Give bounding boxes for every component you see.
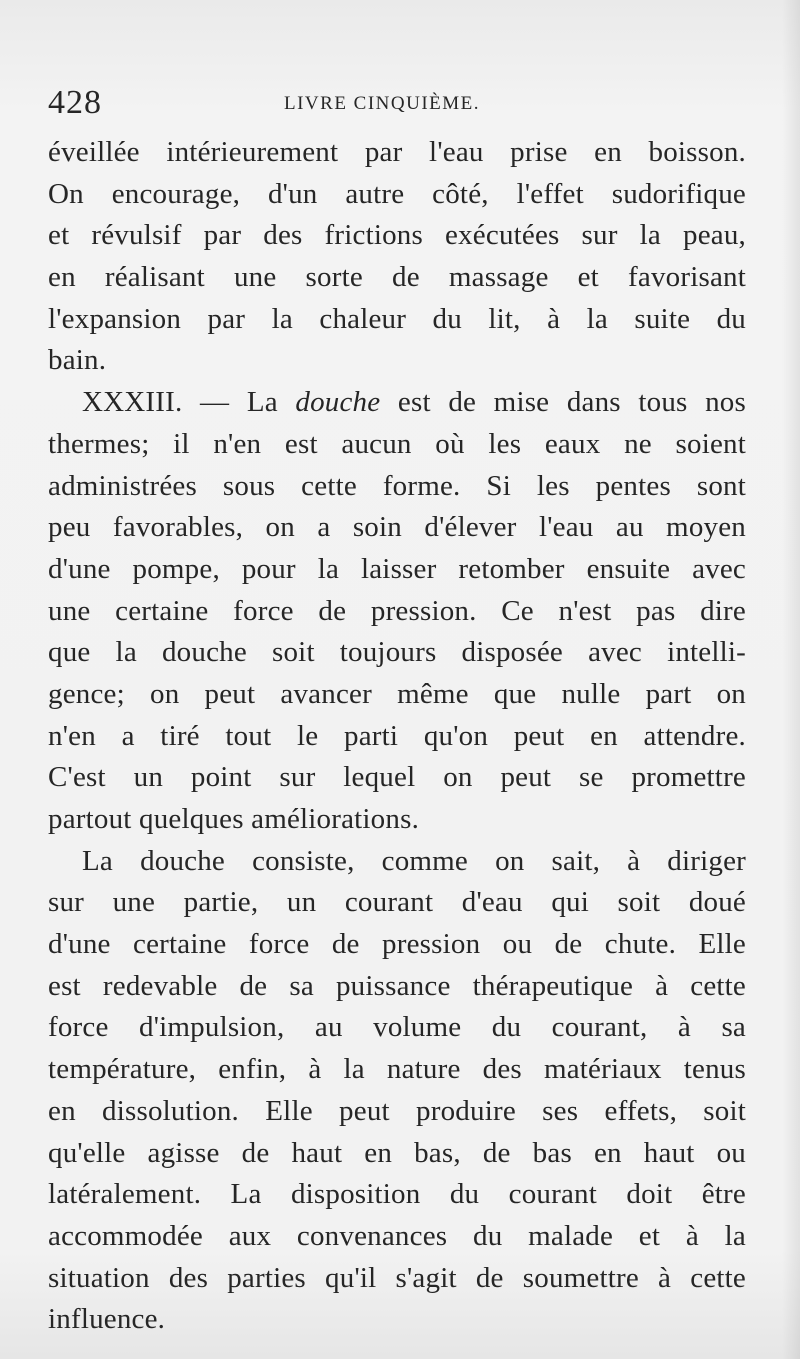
text-line: une certaine force de pression. Ce n'est pas dire	[48, 594, 746, 627]
text-line: bain.	[48, 344, 107, 377]
text-line: qu'elle agisse de haut en bas, de bas en haut ou	[48, 1136, 746, 1169]
text-line: et révulsif par des frictions exécutées sur la peau,	[48, 219, 746, 252]
text-line: en dissolution. Elle peut produire ses effets, soit	[48, 1094, 746, 1127]
page-header	[48, 84, 750, 124]
text-line: gence; on peut avancer même que nulle part on	[48, 677, 746, 710]
page-edge-shadow	[782, 0, 800, 1359]
text-line: C'est un point sur lequel on peut se promettre	[48, 761, 746, 794]
text-line: température, enfin, à la nature des matériaux tenus	[48, 1053, 746, 1086]
text-line: La douche consiste, comme on sait, à diriger	[82, 844, 746, 877]
paragraph-2	[48, 382, 746, 841]
text-line: d'une certaine force de pression ou de chute. Elle	[48, 928, 746, 961]
text-line: n'en a tiré tout le parti qu'on peut en attendre.	[48, 719, 746, 752]
text-line: en réalisant une sorte de massage et favorisant	[48, 261, 746, 294]
text-line: partout quelques améliorations.	[48, 803, 420, 835]
text-line: force d'impulsion, au volume du courant, à sa	[48, 1011, 746, 1044]
text-line: thermes; il n'en est aucun où les eaux ne soient	[48, 427, 746, 460]
section-heading-line	[48, 382, 746, 424]
paragraph-1	[48, 132, 746, 382]
text-segment: est de mise dans tous nos	[380, 386, 746, 419]
text-line: peu favorables, on a soin d'élever l'eau au moyen	[48, 511, 746, 544]
page-number: 428	[48, 84, 102, 121]
paragraph-3	[48, 841, 746, 1341]
text-line: sur une partie, un courant d'eau qui soit doué	[48, 886, 746, 919]
text-line: l'expansion par la chaleur du lit, à la suite du	[48, 302, 746, 335]
running-head: LIVRE CINQUIÈME.	[284, 93, 481, 114]
text-line: On encourage, d'un autre côté, l'effet sudorifique	[48, 177, 746, 210]
body-text	[48, 132, 746, 1341]
text-line: d'une pompe, pour la laisser retomber ensuite avec	[48, 552, 746, 585]
section-number-text: XXXIII. — La	[82, 386, 296, 419]
text-line: que la douche soit toujours disposée avec intelli-	[48, 636, 746, 669]
text-line: accommodée aux convenances du malade et à la	[48, 1219, 746, 1252]
text-line: influence.	[48, 1303, 166, 1336]
text-line: latéralement. La disposition du courant doit être	[48, 1178, 746, 1211]
text-line: situation des parties qu'il s'agit de soumettre à cette	[48, 1261, 746, 1294]
text-line: est redevable de sa puissance thérapeutique à cette	[48, 969, 746, 1002]
text-line: éveillée intérieurement par l'eau prise en boisson.	[48, 136, 746, 168]
italic-term: douche	[295, 386, 381, 419]
text-line: administrées sous cette forme. Si les pentes sont	[48, 469, 746, 502]
